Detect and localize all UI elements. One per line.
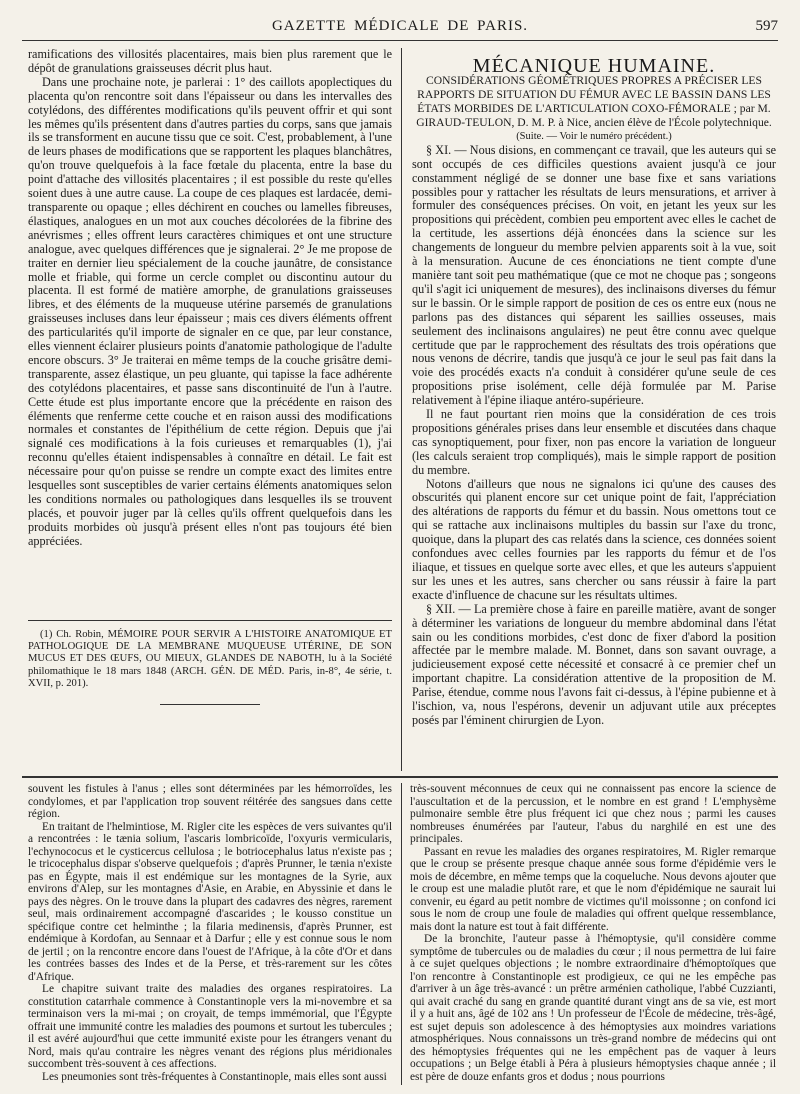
paragraph: Le chapitre suivant traite des maladies des organes respiratoires. La constitution catarrhale commence à Constantinople vers la mi-novembre et sa terminaison vers la mi-mai ; on croyait, de temps immémorial, que l'Égypte offrait une immunité contre les maladies des poumons et surtout les tubercules ; il est avéré aujourd'hui que cette immunité existe pour les étrangers venant du Nord, mais qu'au contraire les nègres venant des régions plus méridionales succombent très-souvent à ces affections. — [28, 983, 392, 1070]
column-divider-top — [401, 48, 402, 771]
page-number: 597 — [755, 18, 778, 34]
continuation-note: (Suite. — Voir le numéro précédent.) — [516, 130, 672, 142]
footnote — [28, 629, 392, 705]
left-column-top — [28, 48, 392, 549]
paragraph: Passant en revue les maladies des organes respiratoires, M. Rigler remarque que le croup se présente presque chaque année sous forme d'épidémie vers le mois de décembre, en même temps que la coqueluche. Nous devons ajouter que le croup est une maladie plutôt rare, et que le nom d'épidémique ne saurait lui convenir, eu égard au petit nombre de victimes qu'il moissonne ; on confond ici sous le nom de croup une foule de maladies qui offrent quelque ressemblance, mais dont la nature est tout à fait différente. — [410, 845, 776, 933]
paragraph: § XII. — La première chose à faire en pareille matière, avant de songer à déterminer les variations de longueur du membre abdominal dans l'état sain ou les conditions morbides, c'est donc de fixer d'abord la position affectée par le membre malade. M. Bonnet, dans son savant ouvrage, a judicieusement exposé cette nécessité et consacré à ce premier chef un important chapitre. La considération attentive de la proposition de M. Parise, étendue, comme nous l'avons fait ci-dessus, à l'épine pubienne et à l'ischion, va, nous l'espérons, devenir un adjuvant utile aux préceptes posés par l'éminent chirurgien de Lyon. — [412, 601, 776, 727]
column-divider-bottom — [401, 783, 402, 1085]
journal-title: GAZETTE MÉDICALE DE PARIS. — [271, 18, 529, 34]
right-column-bottom — [410, 783, 776, 1083]
article-subtitle: CONSIDÉRATIONS GÉOMÉTRIQUES PROPRES A PRÉCISER LES RAPPORTS DE SITUATION DU FÉMUR AVEC LE BASSIN DANS LES ÉTATS MORBIDES DE L'ARTICULATION COXO-FÉMORALE ; par M. GIRAUD-TEULON, D. M. P. à Nice, ancien élève de l'École polytechnique. — [416, 73, 772, 129]
paragraph: souvent les fistules à l'anus ; elles sont déterminées par les hémorroïdes, les condylomes, et par l'application trop souvent réitérée des sangsues dans cette région. — [28, 783, 392, 820]
paragraph: ramifications des villosités placentaires, mais bien plus rarement que le dépôt de granulations graisseuses décrit plus haut. — [28, 47, 392, 75]
paragraph: très-souvent méconnues de ceux qui ne connaissent pas encore la science de l'auscultation et de la percussion, et le nombre en est grand ! L'emphysème pulmonaire semble être plus fréquent ici que chez nous ; parmi les causes nombreuses énumérées par l'auteur, l'abus du narghilé en est une des principales. — [410, 783, 776, 845]
right-column-top — [412, 55, 776, 728]
section-title: MÉCANIQUE HUMAINE. — [472, 55, 716, 77]
section-separator — [22, 776, 778, 778]
footnote-text: (1) Ch. Robin, MÉMOIRE POUR SERVIR A L'HISTOIRE ANATOMIQUE ET PATHOLOGIQUE DE LA MEMBRANE MUQUEUSE UTÉRINE, DE SON MUCUS ET DES ŒUFS, OU MIEUX, GLANDES DE NABOTH, lu à la Société philomathique le 18 mars 1848 (ARCH. GÉN. DE MÉD. Paris, in-8°, 4e série, t. XVII, p. 201). — [28, 629, 392, 689]
footnote-end-rule — [160, 704, 260, 705]
footnote-rule — [28, 620, 392, 621]
left-column-bottom — [28, 783, 392, 1083]
paragraph: § XI. — Nous disions, en commençant ce travail, que les auteurs qui se sont occupés de ces difficiles questions avaient jusqu'à ce jour constamment négligé de se donner une base fixe et sans variations possibles pour y rattacher les résultats de leurs mensurations, et arriver à formuler des conséquences précises. On voit, en jetant les yeux sur les propositions qui précèdent, combien peu emportent avec elles le cachet de la certitude, les assertions déjà énoncées dans la science sur les changements de longueur du membre pelvien apparents soit à la vue, soit à la mensuration. Aucune de ces énonciations ne tient compte d'une manière tant soit peu mathématique (que ce mot ne choque pas ; songeons qu'il s'agit ici uniquement de mesures), des inclinaisons diverses du fémur sur le bassin. Or le simple rapport de position de ces os entre eux (nous ne parlons pas des distances qui séparent les saillies osseuses, mais seulement des inclinaisons angulaires) ne peut être connu avec quelque certitude que par le rapprochement des résultats des trois opérations que nous venons de décrire, tandis que jusqu'à ce jour le seul pas fait dans la voie des procédés exacts n'a conduit à considérer qu'une seule de ces propositions prise isolément, celle déjà formulée par M. Parise relativement à l'épine iliaque antéro-supérieure. — [412, 142, 776, 408]
header-rule — [22, 40, 778, 41]
paragraph: Dans une prochaine note, je parlerai : 1° des caillots apoplectiques du placenta qu'on rencontre soit dans l'épaisseur ou dans les intervalles des cotylédons, des différentes modifications qu'ils peuvent offrir et qui sont les mêmes qu'ils présentent dans d'autres parties du corps, sans que jamais ils se transforment en aucune tissu que ce soit. C'est, probablement, à l'une de leurs phases de modifications que se rapportent les plaques blanchâtres, qu'on trouve quelquefois à la face fœtale du placenta, entre la base du point d'attache des villosités placentaires ; il est possible du reste qu'elles soient dues à une autre cause. La coupe de ces plaques est lardacée, demi-transparente ou opaque ; elles déchirent en couches ou lamelles fibreuses, élastiques, analogues en un mot aux couches décolorées de la fibrine des anévrismes ; elles offrent leurs caractères chimiques et ont une structure analogue, avec quelques différences que je signalerai. 2° Je me propose de traiter en dernier lieu spécialement de la couche jaunâtre, de consistance molle et friable, qui forme un cercle complet ou discontinu autour du placenta. Il est formé de matière amorphe, de granulations graisseuses libres, et des éléments de la muqueuse utérine parsemés de granulations graisseuses incluses dans leur épaisseur ; mais ces divers éléments offrent des particularités qu'il importe de signaler en ce que, par leur constance, elles viennent éclairer plusieurs points d'anatomie pathologique de l'adulte encore obscurs. 3° Je traiterai en même temps de la couche grisâtre demi-transparente, assez élastique, un peu gluante, qui tapisse la face adhérente des cotylédons placentaires, et passe sans discontinuité de l'un à l'autre. Cette étude est plus importante encore que la précédente en raison des éléments que renferme cette couche et en raison aussi des modifications normales et constantes de l'épithélium de cette région. Depuis que j'ai signalé ces modifications à la fois curieuses et remarquables (1), j'ai reconnu qu'elles étaient indispensables à connaître en détail. Le fait est nécessaire pour qu'on puisse se rendre un compte exact des limites entre lesquelles sont susceptibles de varier certains éléments anatomiques selon les conditions normales ou pathologiques dans lesquelles ils se trouvent placés, et pouvoir juger par là celles qu'ils offrent quelquefois dans les produits morbides où jusqu'à présent elles n'ont pas toujours été bien appréciées. — [28, 74, 392, 548]
paragraph: De la bronchite, l'auteur passe à l'hémoptysie, qu'il considère comme symptôme de tubercules ou de maladies du cœur ; il nous permettra de lui faire à ce sujet quelques objections ; le nombre extraordinaire d'hémoptoïques que l'on rencontre à Constantinople est prodigieux, ce qui ne les empêche pas d'arriver à un âge très-avancé : un prêtre arménien catholique, l'abbé Cuzzianti, qui avait craché du sang en grande quantité durant vingt ans de sa vie, est mort il y a huit ans, âgé de 102 ans ! Un professeur de l'École de médecine, très-âgé, est sujet depuis son adolescence à des hémoptysies aux moindres variations atmosphériques. Nous connaissons un très-grand nombre de médecins qui ont des hémoptysies fréquentes qui ne les empêchent pas de vaquer à leurs occupations ; un Belge établi à Péra à plusieurs hémoptysies chaque année ; il est père de douze enfants gros et dodus ; nous pourrions — [410, 933, 776, 1083]
paragraph: En traitant de l'helmintiose, M. Rigler cite les espèces de vers suivantes qu'il a rencontrées : le tænia solium, l'ascaris lombricoïde, l'oxyuris vermicularis, l'echynococus et le cysticercus cellulosa ; le botriocephalus latus n'existe pas ; le tricocephalus dispar s'observe quelquefois ; d'après Prunner, le tænia n'existe pas en Égypte, mais il est endémique sur les montagnes de la Syrie, aux environs d'Alep, sur les montagnes d'Asie, en Arabie, en Abyssinie et dans le pays des nègres. On le trouve dans la plupart des cadavres des nègres, rarement seul, mais ordinairement accompagné d'ascarides ; le kousso constitue un spécifique contre cet helminthe ; la filaria medinensis, d'après Prunner, est endémique à Kordofan, au Sennaar et à Darfur ; elle y est connue sous le nom de jertil ; on la rencontre encore dans l'ouest de l'Afrique, à la côte d'Or et dans les contrées basses des Indes et de la Perse, et très-rarement sur les côtes d'Afrique. — [28, 820, 392, 983]
page-header — [22, 14, 778, 38]
paragraph: Il ne faut pourtant rien moins que la considération de ces trois propositions générales prises dans leur ensemble et discutées dans chaque cas synoptiquement, pour fixer, non pas encore la variation de longueur (les calculs seraient trop compliqués), mais le simple rapport de position du membre. — [412, 407, 776, 477]
paragraph: Les pneumonies sont très-fréquentes à Constantinople, mais elles sont aussi — [42, 1070, 387, 1083]
paragraph: Notons d'ailleurs que nous ne signalons ici qu'une des causes des obscurités qui planent encore sur cet unique point de fait, l'appréciation des altérations de rapports du fémur et du bassin. Nous omettons tout ce qui se rattache aux inclinaisons multiples du bassin sur l'axe du tronc, quoique, dans la plupart des cas relatés dans la science, ces données soient confondues avec celles fournies par les rapports du fémur et de l'os iliaque, et tissues en quelque sorte avec elles, et que les auteurs s'appuient sur les unes et les autres, sans chercher ou sans réussir à faire la part exacte d'influence de chacune sur les résultats ultimes. — [412, 476, 776, 602]
